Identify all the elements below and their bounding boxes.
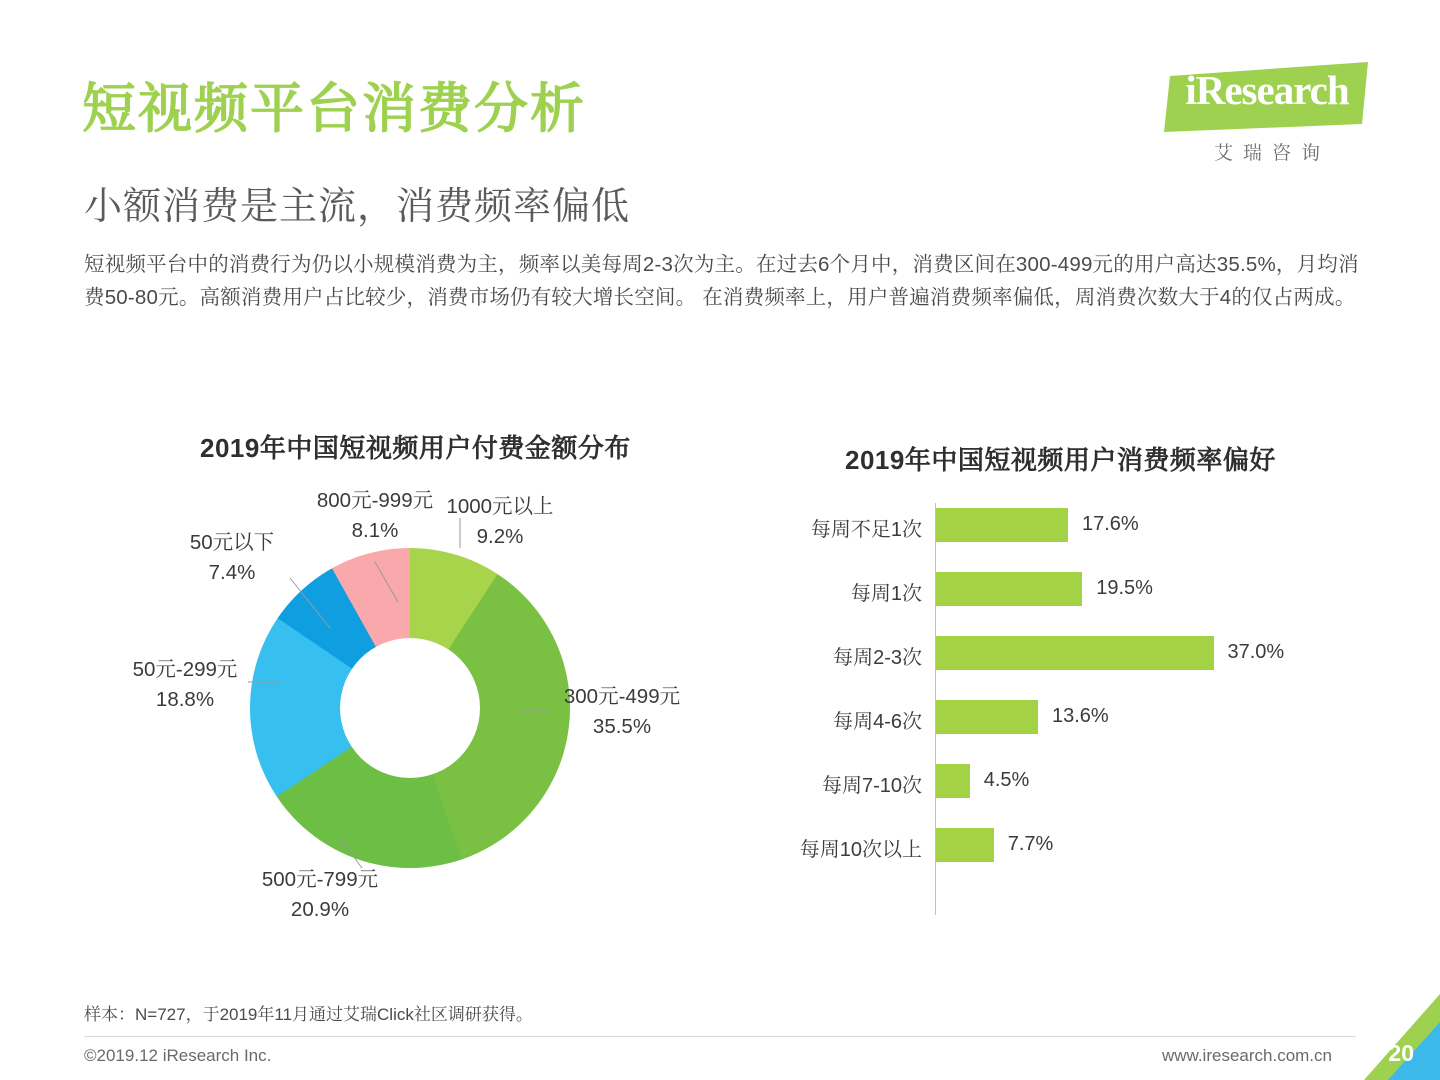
bar-fill xyxy=(936,700,1038,734)
website-url: www.iresearch.com.cn xyxy=(1161,1046,1332,1065)
bar-chart-row xyxy=(780,687,1380,751)
corner-decoration xyxy=(1364,994,1440,1080)
sample-note: 样本：N=727，于2019年11月通过艾瑞Click社区调研获得。 xyxy=(84,1005,533,1024)
intro-paragraph: 短视频平台中的消费行为仍以小规模消费为主，频率以美每周2-3次为主。在过去6个月中，消费区间在300-499元的用户高达35.5%，月均消费50-80元。高额消费用户占比较少，消费市场仍有较大增长空间。 在消费频率上，用户普遍消费频率偏低，周消费次数大于4的仅占两成。 xyxy=(84,253,1359,310)
bar-chart-row xyxy=(780,751,1380,815)
pie-chart-title: 2019年中国短视频用户付费金额分布 xyxy=(200,433,631,463)
bar-chart-row xyxy=(780,623,1380,687)
bar-category-label: 每周7-10次 xyxy=(821,775,922,797)
bar-value-label: 37.0% xyxy=(1227,641,1285,663)
bar-category-label: 每周不足1次 xyxy=(810,519,922,541)
bar-category-label: 每周2-3次 xyxy=(833,647,922,669)
bar-category-label: 每周4-6次 xyxy=(833,711,922,733)
page-subtitle: 小额消费是主流，消费频率偏低 xyxy=(84,186,631,228)
pie-chart xyxy=(130,470,750,950)
bar-value-label: 7.7% xyxy=(1007,833,1054,855)
bar-chart-row xyxy=(780,559,1380,623)
bar-chart-title: 2019年中国短视频用户消费频率偏好 xyxy=(845,445,1276,475)
pie-label-under-50: 50元以下 7.4% xyxy=(189,531,275,584)
logo-chinese-name: 艾瑞咨询 xyxy=(1213,143,1330,164)
iresearch-logo xyxy=(1162,62,1372,172)
bar-fill xyxy=(936,508,1068,542)
bar-value-label: 17.6% xyxy=(1082,513,1139,535)
bar-category-label: 每周1次 xyxy=(850,583,922,605)
bar-value-label: 13.6% xyxy=(1052,705,1109,727)
bar-fill xyxy=(936,572,1082,606)
bar-fill xyxy=(936,636,1214,670)
bar-fill xyxy=(936,828,994,862)
pie-label-800-999: 800元-999元 8.1% xyxy=(316,489,434,542)
pie-label-500-799: 500元-799元 20.9% xyxy=(261,868,379,921)
bar-chart xyxy=(780,495,1380,925)
bar-value-label: 4.5% xyxy=(983,769,1030,791)
pie-label-300-499: 300元-499元 35.5% xyxy=(563,685,681,738)
page-number: 20 xyxy=(1388,1040,1414,1066)
bar-fill xyxy=(936,764,970,798)
bar-chart-row xyxy=(780,495,1380,559)
footer-divider xyxy=(84,1036,1356,1037)
pie-label-1000-plus: 1000元以上 9.2% xyxy=(446,495,554,548)
page-title: 短视频平台消费分析 xyxy=(82,79,586,139)
bar-value-label: 19.5% xyxy=(1096,577,1153,599)
copyright-text: ©2019.12 iResearch Inc. xyxy=(84,1046,272,1065)
bar-category-label: 每周10次以上 xyxy=(799,839,922,861)
bar-chart-row xyxy=(780,815,1380,879)
logo-wordmark: iResearch xyxy=(1185,67,1349,113)
pie-label-50-299: 50元-299元 18.8% xyxy=(132,658,238,711)
